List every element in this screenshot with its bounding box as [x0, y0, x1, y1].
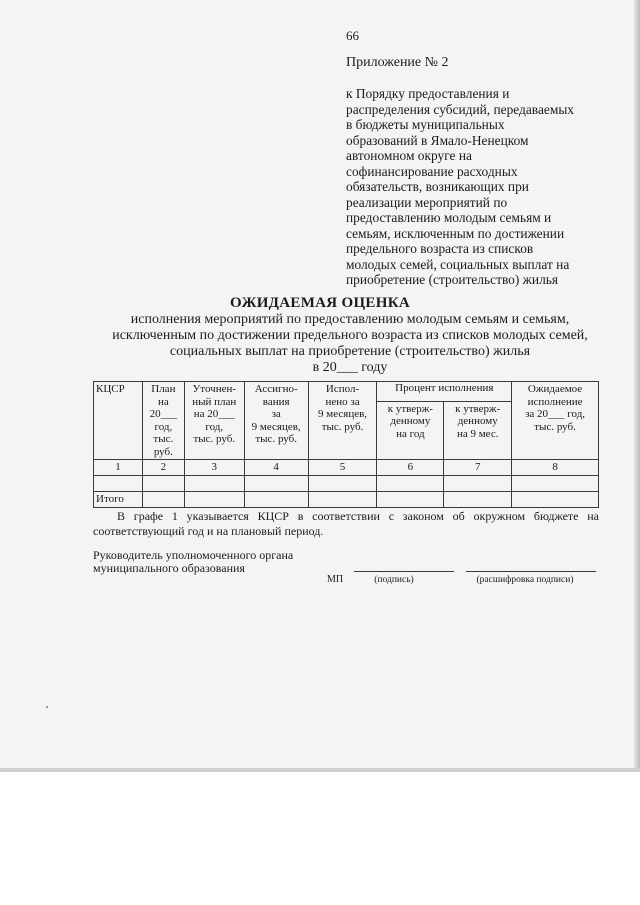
column-number-row [94, 460, 599, 476]
table-cell [94, 476, 143, 492]
decryption-caption: (расшифровка подписи) [476, 575, 574, 585]
scan-edge-shadow [634, 0, 640, 772]
header-expected: Ожидаемое исполнение за 20___ год, тыс. руб. [512, 382, 599, 460]
header-plan: План на 20___ год, тыс. руб. [142, 382, 184, 460]
header-allocations: Ассигно- вания за 9 месяцев, тыс. руб. [244, 382, 308, 460]
decryption-line [466, 571, 596, 572]
scan-speck [46, 706, 48, 708]
column-number: 7 [444, 460, 512, 476]
stamp-label: МП [327, 574, 344, 585]
signature-line [354, 571, 454, 572]
header-refined-plan: Уточнен- ный план на 20___ год, тыс. руб. [184, 382, 244, 460]
column-number: 5 [308, 460, 377, 476]
header-executed: Испол- нено за 9 месяцев, тыс. руб. [308, 382, 377, 460]
column-number: 6 [377, 460, 444, 476]
column-number: 4 [244, 460, 308, 476]
table-cell [244, 492, 308, 508]
table-cell [142, 476, 184, 492]
signature-caption: (подпись) [374, 575, 414, 585]
total-row [94, 492, 599, 508]
total-label: Итого [94, 492, 143, 508]
table-row [94, 476, 599, 492]
estimate-table [93, 381, 599, 508]
table-cell [184, 492, 244, 508]
footnote: В графе 1 указывается КЦСР в соответствии с законом об окружном бюджете на соответствующий год и на плановый период. [93, 509, 599, 538]
table-cell [512, 492, 599, 508]
table-cell [308, 476, 377, 492]
column-number: 1 [94, 460, 143, 476]
table-cell [377, 492, 444, 508]
page-number: 66 [346, 28, 359, 43]
appendix-title: Приложение № 2 [346, 55, 449, 70]
header-percent-9m: к утверж- денному на 9 мес. [444, 401, 512, 460]
table-cell [308, 492, 377, 508]
header-kcsr: КЦСР [94, 382, 143, 460]
table-cell [142, 492, 184, 508]
table-header-row [94, 382, 599, 402]
table-cell [377, 476, 444, 492]
header-percent-group: Процент исполнения [377, 382, 512, 402]
appendix-text: к Порядку предоставления и распределения субсидий, передаваемых в бюджеты муниципальных образований в Ямало-Ненецком автономном округе на софинансирование расходных обязательств, возникающих при реализации мероприятий по предоставлению молодым семьям и семьям, исключенным по достижении предельного возраста из списков молодых семей, социальных выплат на приобретение (строительство) жилья [346, 86, 575, 287]
scan-bottom-edge [0, 768, 640, 772]
signatory-label: Руководитель уполномоченного органа муниципального образования [93, 548, 294, 575]
document-subtitle: исполнения мероприятий по предоставлению молодым семьям и семьям, исключенным по достижении предельного возраста из списков молодых семей, социальных выплат на приобретение (строительство) жилья в 20___ году [112, 312, 588, 375]
table-cell [444, 476, 512, 492]
column-number: 2 [142, 460, 184, 476]
document-title: ОЖИДАЕМАЯ ОЦЕНКА [229, 295, 411, 311]
table-cell [444, 492, 512, 508]
column-number: 3 [184, 460, 244, 476]
table-cell [512, 476, 599, 492]
table-cell [244, 476, 308, 492]
table-cell [184, 476, 244, 492]
column-number: 8 [512, 460, 599, 476]
header-percent-year: к утверж- денному на год [377, 401, 444, 460]
